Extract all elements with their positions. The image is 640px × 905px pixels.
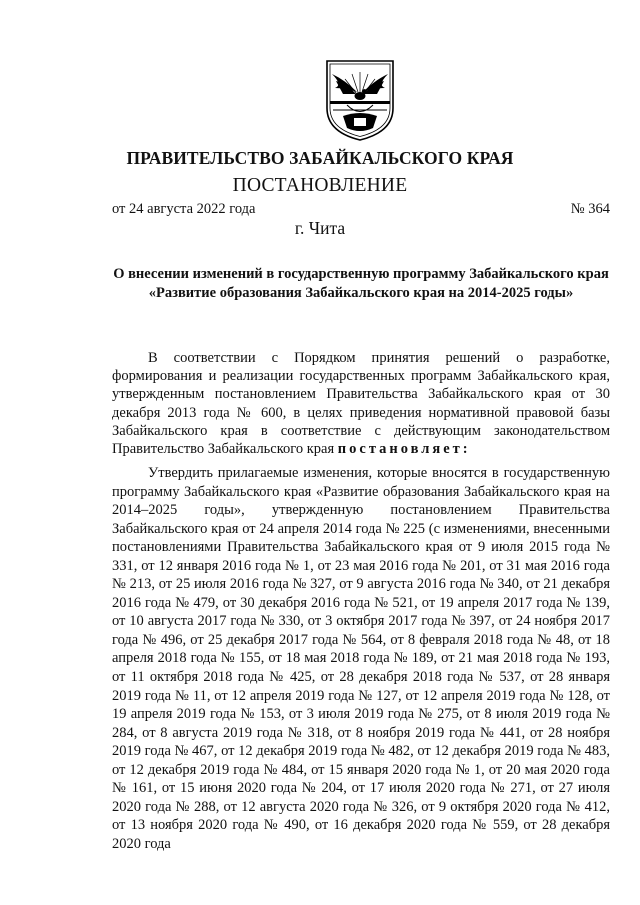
organization-title: ПРАВИТЕЛЬСТВО ЗАБАЙКАЛЬСКОГО КРАЯ [126,148,514,168]
preamble-section [112,349,610,458]
clause-paragraph: Утвердить прилагаемые изменения, которые вносятся в государственную программу Забайкальского края «Развитие образования Забайкальского края на 2014–2025 годы», утвержденную постановлением Правительства Забайкальского края от 24 апреля 2014 года № 225 (с изменениями, внесенными постановлениями Правительства Забайкальского края от 9 июля 2015 года № 331, от 12 января 2016 года № 1, от 23 мая 2016 года № 201, от 31 мая 2016 года № 213, от 25 июля 2016 года № 327, от 9 августа 2016 года № 340, от 21 декабря 2016 года № 479, от 30 декабря 2016 года № 521, от 19 апреля 2017 года № 139, от 10 августа 2017 года № 330, от 3 октября 2017 года № 397, от 24 ноября 2017 года № 496, от 25 декабря 2017 года № 564, от 8 февраля 2018 года № 48, от 18 апреля 2018 года № 155, от 18 мая 2018 года № 189, от 21 мая 2018 года № 193, от 11 октября 2018 года № 425, от 28 декабря 2018 года № 537, от 28 января 2019 года № 11, от 12 апреля 2019 года № 127, от 12 апреля 2019 года № 128, от 19 апреля 2019 года № 153, от 3 июля 2019 года № 275, от 8 июля 2019 года № 284, от 8 августа 2019 года № 318, от 8 ноября 2019 года № 441, от 28 ноября 2019 года № 467, от 12 декабря 2019 года № 482, от 12 декабря 2019 года № 483, от 12 декабря 2019 года № 484, от 15 января 2020 года № 1, от 20 мая 2020 года № 161, от 15 июня 2020 года № 204, от 17 июля 2020 года № 271, от 27 июля 2020 года № 288, от 12 августа 2020 года № 326, от 9 октября 2020 года № 412, от 13 ноября 2020 года № 490, от 16 декабря 2020 года № 559, от 28 декабря 2020 года [112,465,610,852]
coat-of-arms-icon [323,58,397,142]
document-type: ПОСТАНОВЛЕНИЕ [232,175,408,196]
document-date: от 24 августа 2022 года [112,201,256,217]
document-subject: О внесении изменений в государственную программу Забайкальского края «Развитие образования Забайкальского края на 2014-2025 годы» [113,266,609,301]
clause-section [112,464,610,853]
preamble-text: В соответствии с Порядком принятия решений о разработке, формирования и реализации государственных программ Забайкальского края, утвержденным постановлением Правительства Забайкальского края от 30 декабря 2013 года № 600, в целях приведения нормативной правовой базы Забайкальского края в соответствие с действующим законодательством Правительство Забайкальского края [112,350,610,458]
document-number: № 364 [570,201,610,217]
preamble-paragraph [112,349,610,458]
decree-word: постановляет: [337,441,471,458]
city-name: г. Чита [294,218,346,238]
